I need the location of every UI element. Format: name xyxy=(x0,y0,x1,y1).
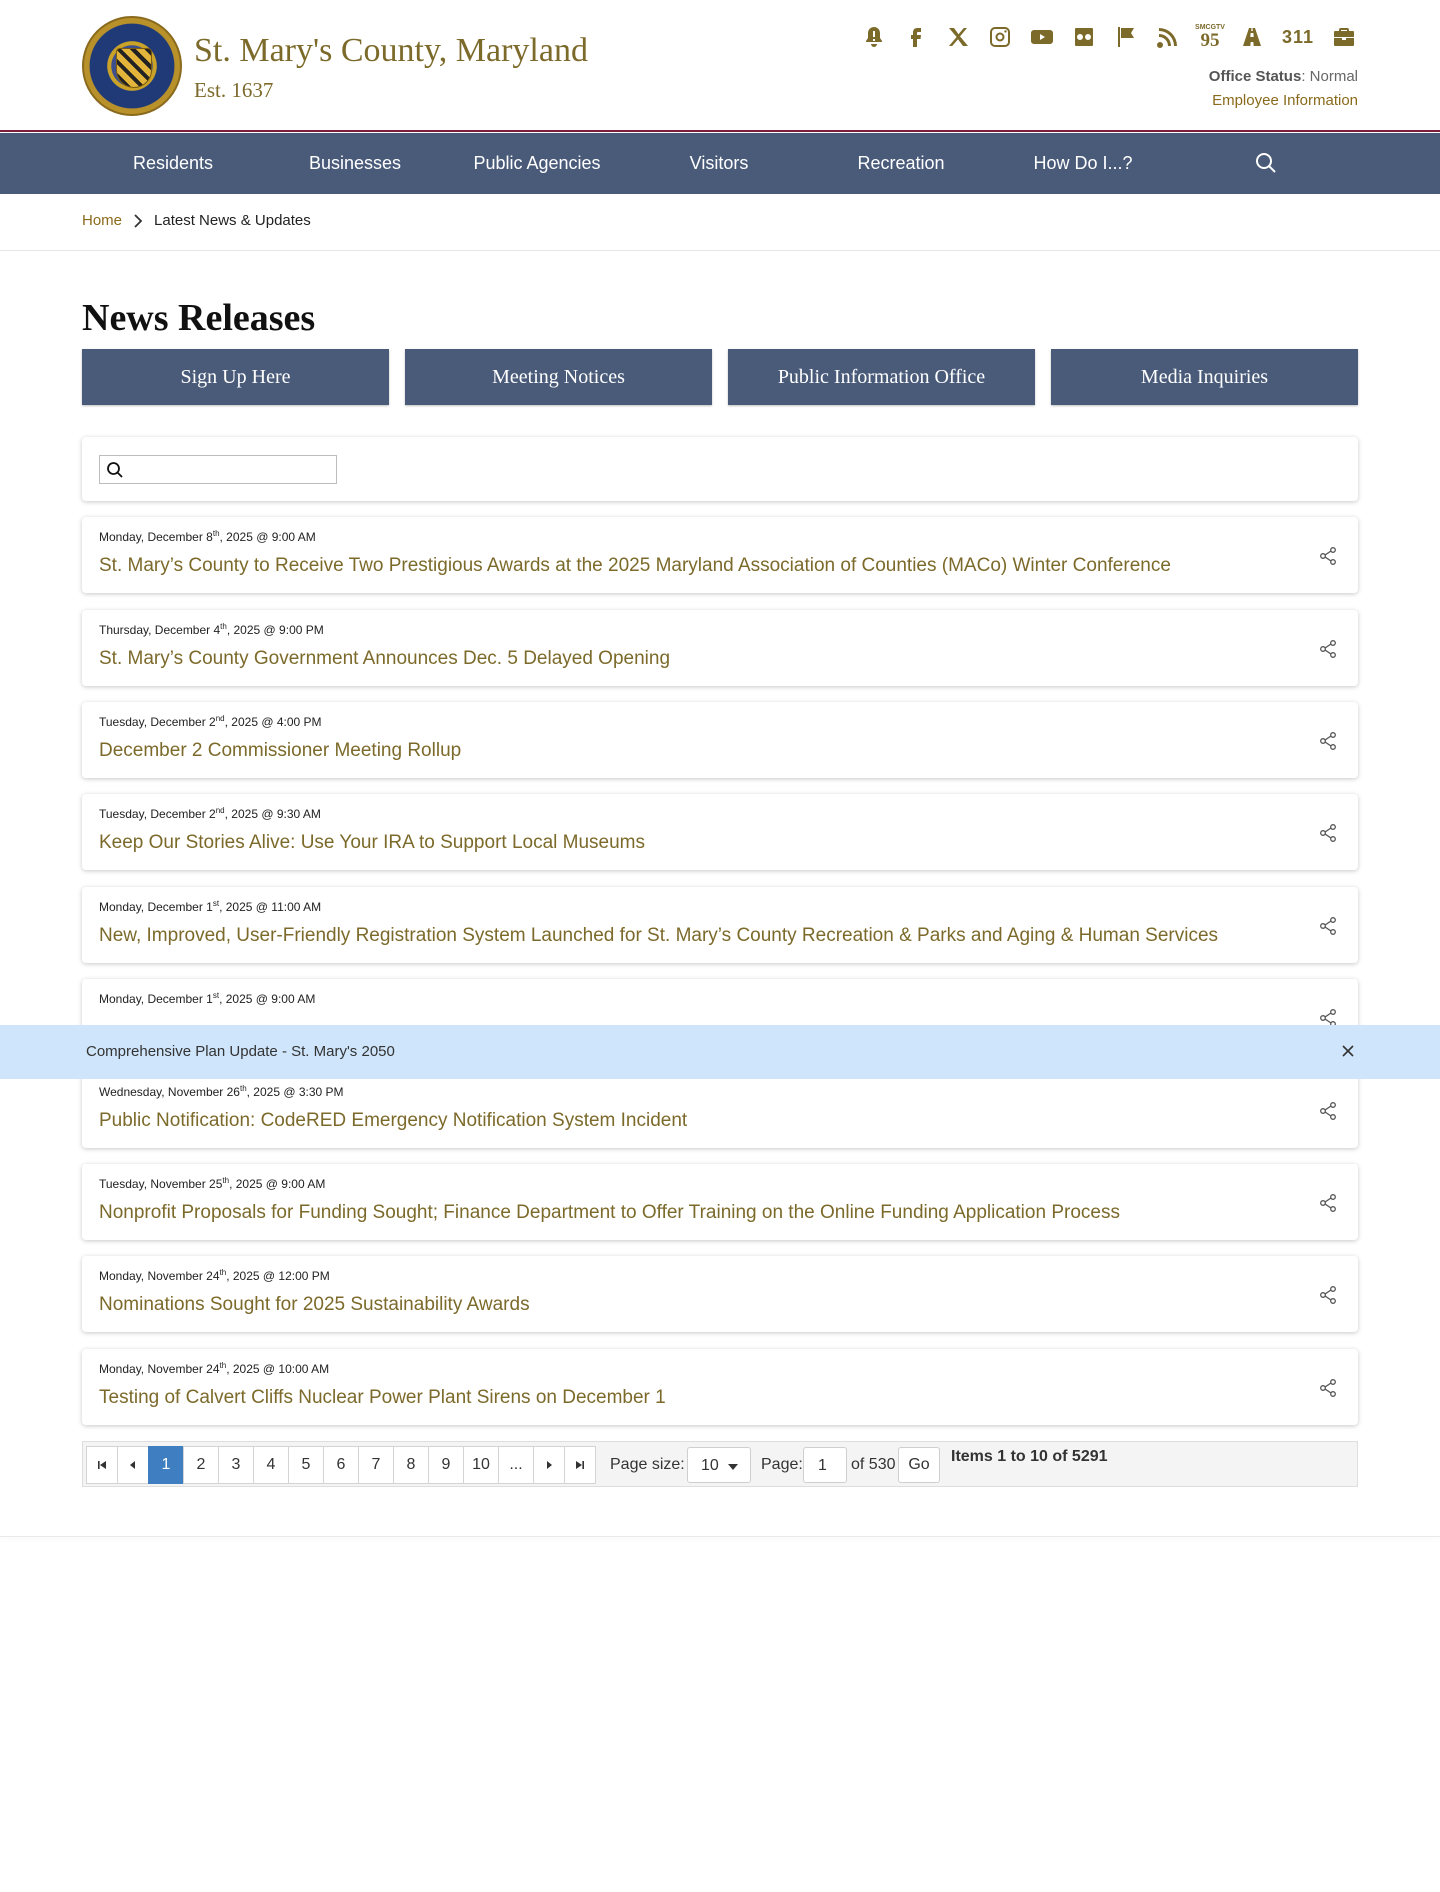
news-date-ordinal: th xyxy=(219,1268,227,1277)
nav-businesses[interactable]: Businesses xyxy=(308,153,402,173)
news-date xyxy=(99,806,321,821)
news-title-link[interactable]: New, Improved, User-Friendly Registration System Launched for St. Mary’s County Recreation & Parks and Aging & Human Services xyxy=(99,925,1219,946)
news-date xyxy=(99,899,321,914)
share-icon[interactable] xyxy=(1318,916,1338,936)
news-date xyxy=(99,622,324,637)
search-icon xyxy=(106,461,124,479)
county-seal-logo[interactable] xyxy=(82,16,182,116)
site-established: Est. 1637 xyxy=(194,78,274,102)
breadcrumb-divider xyxy=(0,250,1440,251)
smcgtv-label: SMCGTV xyxy=(1195,24,1225,31)
news-date-time: , 2025 @ 10:00 AM xyxy=(226,1362,330,1376)
breadcrumb-home[interactable]: Home xyxy=(82,212,123,229)
news-date-ordinal: th xyxy=(239,1084,247,1093)
site-title[interactable]: St. Mary's County, Maryland xyxy=(194,32,588,69)
nav-how-do-i[interactable]: How Do I...? xyxy=(1033,153,1133,173)
news-item[interactable] xyxy=(82,610,1358,686)
public-information-office-button[interactable]: Public Information Office xyxy=(728,349,1035,405)
chevron-down-icon xyxy=(728,1464,738,1470)
nav-search-icon[interactable] xyxy=(1254,151,1278,175)
page-button[interactable]: 6 xyxy=(323,1446,359,1484)
go-button[interactable]: Go xyxy=(898,1447,940,1483)
news-date xyxy=(99,991,315,1006)
news-title-link[interactable]: Nonprofit Proposals for Funding Sought; Finance Department to Offer Training on the Online Funding Application Process xyxy=(99,1202,1120,1223)
share-icon[interactable] xyxy=(1318,1378,1338,1398)
pager xyxy=(82,1441,1358,1487)
page-button[interactable]: 2 xyxy=(183,1446,219,1484)
news-title-link[interactable]: Nominations Sought for 2025 Sustainability Awards xyxy=(99,1294,530,1315)
nav-public-agencies[interactable]: Public Agencies xyxy=(473,153,601,173)
news-date-text: Monday, November 24 xyxy=(99,1269,220,1283)
share-icon[interactable] xyxy=(1318,1285,1338,1305)
news-date-ordinal: th xyxy=(219,1361,227,1370)
news-item[interactable] xyxy=(82,702,1358,778)
office-status-value: : Normal xyxy=(1301,68,1358,85)
news-date-text: Monday, December 1 xyxy=(99,900,213,914)
page-number-input[interactable]: 1 xyxy=(803,1447,847,1483)
news-date xyxy=(99,1176,325,1191)
news-date-time: , 2025 @ 9:00 AM xyxy=(229,1177,326,1191)
page-title: News Releases xyxy=(82,297,316,339)
page-button[interactable]: 10 xyxy=(463,1446,499,1484)
news-title-link[interactable]: December 2 Commissioner Meeting Rollup xyxy=(99,740,462,761)
nav-visitors[interactable]: Visitors xyxy=(689,153,749,173)
share-icon[interactable] xyxy=(1318,731,1338,751)
news-date-time: , 2025 @ 11:00 AM xyxy=(219,900,322,914)
news-item[interactable] xyxy=(82,887,1358,963)
news-date-text: Wednesday, November 26 xyxy=(99,1085,240,1099)
first-page-icon[interactable] xyxy=(86,1446,118,1484)
page-size-label: Page size: xyxy=(610,1456,685,1473)
breadcrumb-current: Latest News & Updates xyxy=(154,212,311,229)
page-label: Page: xyxy=(761,1456,803,1473)
page-button[interactable]: 5 xyxy=(288,1446,324,1484)
items-summary: Items 1 to 10 of 5291 xyxy=(951,1448,1108,1465)
smcgtv-number: 95 xyxy=(1200,30,1220,51)
news-date-text: Monday, November 24 xyxy=(99,1362,220,1376)
news-date-text: Monday, December 8 xyxy=(99,530,213,544)
news-date xyxy=(99,1084,344,1099)
news-date-text: Thursday, December 4 xyxy=(99,623,221,637)
page-count: of 530 xyxy=(851,1456,896,1473)
meeting-notices-button[interactable]: Meeting Notices xyxy=(405,349,712,405)
news-date-time: , 2025 @ 9:30 AM xyxy=(224,807,321,821)
social-links xyxy=(860,24,1358,50)
news-date-ordinal: th xyxy=(212,529,220,538)
news-date xyxy=(99,714,322,729)
flag-icon[interactable] xyxy=(1112,24,1140,50)
youtube-icon[interactable] xyxy=(1028,24,1056,50)
news-date xyxy=(99,1361,329,1376)
close-icon[interactable] xyxy=(1340,1043,1356,1059)
employee-information-link[interactable]: Employee Information xyxy=(1212,92,1358,109)
news-date-time: , 2025 @ 9:00 AM xyxy=(219,992,316,1006)
nav-recreation[interactable]: Recreation xyxy=(857,153,945,173)
page-button[interactable]: 8 xyxy=(393,1446,429,1484)
alert-banner-link[interactable]: Comprehensive Plan Update - St. Mary's 2050 xyxy=(86,1043,395,1060)
rss-icon[interactable] xyxy=(1154,24,1182,50)
news-item[interactable] xyxy=(82,1256,1358,1332)
news-date-time: , 2025 @ 3:30 PM xyxy=(246,1085,344,1099)
news-item[interactable] xyxy=(82,1164,1358,1240)
share-icon[interactable] xyxy=(1318,823,1338,843)
news-date-ordinal: nd xyxy=(215,714,225,723)
news-date-ordinal: st xyxy=(212,899,220,908)
news-date-time: , 2025 @ 4:00 PM xyxy=(224,715,322,729)
page-size-select[interactable] xyxy=(687,1447,751,1483)
page-button[interactable]: 9 xyxy=(428,1446,464,1484)
news-item[interactable] xyxy=(82,517,1358,593)
news-date-text: Tuesday, November 25 xyxy=(99,1177,223,1191)
news-item[interactable] xyxy=(82,1349,1358,1425)
pager-buttons xyxy=(87,1446,596,1484)
news-date xyxy=(99,1268,330,1283)
briefcase-icon[interactable] xyxy=(1330,24,1358,50)
office-status-label: Office Status xyxy=(1208,68,1302,85)
facebook-icon[interactable] xyxy=(902,24,930,50)
news-date-text: Tuesday, December 2 xyxy=(99,807,216,821)
smcgtv-95-icon[interactable] xyxy=(1196,24,1224,50)
share-icon[interactable] xyxy=(1318,1101,1338,1121)
more-pages-button[interactable]: ... xyxy=(498,1446,534,1484)
seal-shield xyxy=(116,48,152,88)
next-page-icon[interactable] xyxy=(533,1446,565,1484)
news-item[interactable] xyxy=(82,794,1358,870)
quick-link-tiles xyxy=(82,349,1358,405)
share-icon[interactable] xyxy=(1318,1193,1338,1213)
instagram-icon[interactable] xyxy=(986,24,1014,50)
main-nav xyxy=(0,133,1440,194)
share-icon[interactable] xyxy=(1318,639,1338,659)
page-button[interactable]: 7 xyxy=(358,1446,394,1484)
office-status xyxy=(1209,68,1358,85)
site-header xyxy=(0,0,1440,132)
page-button[interactable]: 1 xyxy=(148,1446,184,1484)
prev-page-icon[interactable] xyxy=(117,1446,149,1484)
breadcrumb xyxy=(82,212,311,229)
flickr-icon[interactable] xyxy=(1070,24,1098,50)
news-title-link[interactable]: St. Mary’s County to Receive Two Prestigious Awards at the 2025 Maryland Association of Counties (MACo) Winter Conference xyxy=(99,555,1171,576)
news-search-input[interactable] xyxy=(99,455,337,484)
news-date-ordinal: st xyxy=(212,991,220,1000)
road-icon[interactable] xyxy=(1238,24,1266,50)
news-date-time: , 2025 @ 9:00 AM xyxy=(219,530,316,544)
news-search-card xyxy=(82,437,1358,501)
page-button[interactable]: 3 xyxy=(218,1446,254,1484)
chevron-right-icon xyxy=(132,214,144,228)
alert-banner xyxy=(0,1025,1440,1079)
news-title-link[interactable]: St. Mary’s County Government Announces Dec. 5 Delayed Opening xyxy=(99,648,671,669)
news-item[interactable] xyxy=(82,1072,1358,1148)
alert-icon[interactable] xyxy=(860,24,888,50)
news-date-time: , 2025 @ 12:00 PM xyxy=(226,1269,330,1283)
news-date-time: , 2025 @ 9:00 PM xyxy=(226,623,324,637)
news-date-ordinal: nd xyxy=(215,806,225,815)
news-date-ordinal: th xyxy=(222,1176,230,1185)
news-date-ordinal: th xyxy=(220,622,227,631)
news-date-text: Monday, December 1 xyxy=(99,992,213,1006)
news-title-link[interactable]: Testing of Calvert Cliffs Nuclear Power Plant Sirens on December 1 xyxy=(99,1387,666,1408)
page-button[interactable]: 4 xyxy=(253,1446,289,1484)
news-title-link[interactable]: Keep Our Stories Alive: Use Your IRA to Support Local Museums xyxy=(99,832,646,853)
news-date xyxy=(99,529,316,544)
311-icon[interactable]: 311 xyxy=(1281,26,1315,47)
sign-up-here-button[interactable]: Sign Up Here xyxy=(82,349,389,405)
news-title-link[interactable]: Public Notification: CodeRED Emergency Notification System Incident xyxy=(99,1110,688,1131)
page-size-value: 10 xyxy=(701,1457,719,1474)
x-icon[interactable] xyxy=(944,24,972,50)
share-icon[interactable] xyxy=(1318,546,1338,566)
media-inquiries-button[interactable]: Media Inquiries xyxy=(1051,349,1358,405)
content-bottom-divider xyxy=(0,1536,1440,1537)
nav-residents[interactable]: Residents xyxy=(132,153,214,173)
news-date-text: Tuesday, December 2 xyxy=(99,715,216,729)
last-page-icon[interactable] xyxy=(564,1446,596,1484)
